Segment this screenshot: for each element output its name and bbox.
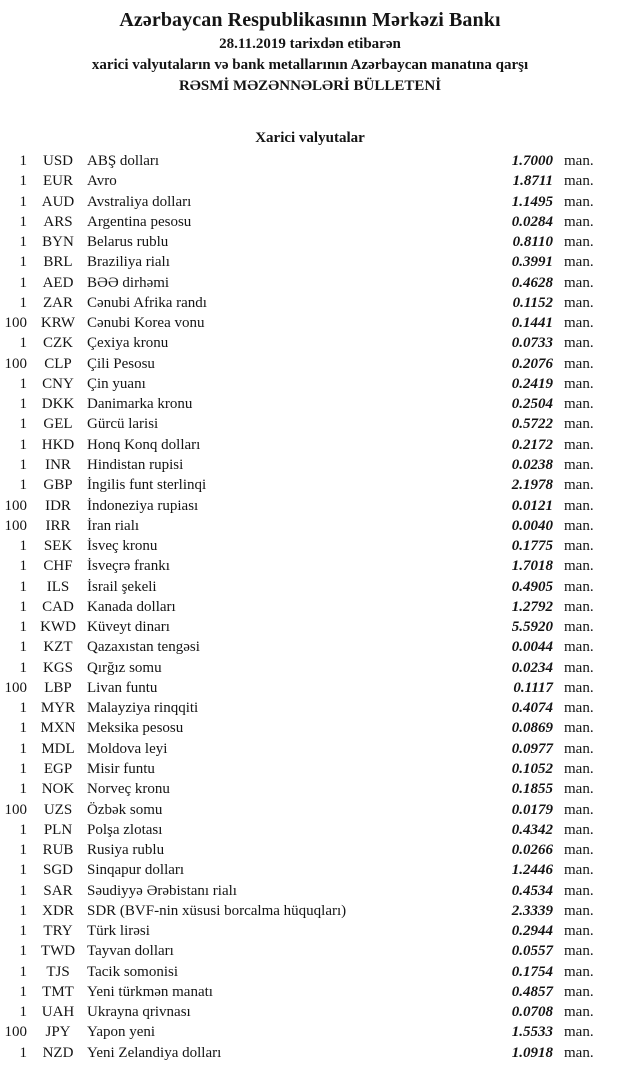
rate-value-cell: 0.2172 <box>511 436 553 453</box>
currency-code-cell: NOK <box>41 781 75 798</box>
currency-code-cell: MYR <box>40 700 76 717</box>
table-row <box>4 1043 598 1063</box>
currency-code-cell: BYN <box>42 234 74 251</box>
quantity-cell: 1 <box>19 639 27 656</box>
unit-cell: man. <box>564 173 594 190</box>
rate-value-cell: 0.1052 <box>511 760 553 777</box>
rate-value-cell: 1.7018 <box>511 558 553 575</box>
quantity-cell: 1 <box>19 598 27 615</box>
table-row <box>4 496 598 516</box>
unit-cell: man. <box>564 700 594 717</box>
quantity-cell: 1 <box>19 781 27 798</box>
currency-code-cell: USD <box>42 153 73 169</box>
rate-value-cell: 0.0977 <box>511 740 553 757</box>
quantity-cell: 1 <box>19 477 27 494</box>
table-row <box>4 617 598 637</box>
table-row <box>4 475 598 495</box>
unit-cell: man. <box>564 760 594 777</box>
quantity-cell: 100 <box>4 679 27 696</box>
unit-cell: man. <box>564 416 594 433</box>
rate-value-cell: 0.1117 <box>513 679 553 696</box>
currency-code-cell: TMT <box>42 983 74 1000</box>
currency-name-cell: Hindistan rupisi <box>87 456 184 473</box>
currency-name-cell: Yapon yeni <box>87 1024 156 1041</box>
quantity-cell: 100 <box>4 497 27 514</box>
subtitle-line: xarici valyutaların və bank metallarının Azərbaycan manatına qarşı <box>91 57 529 73</box>
currency-name-cell: Braziliya rialı <box>87 254 170 271</box>
quantity-cell: 1 <box>19 943 27 960</box>
currency-code-cell: KGS <box>42 659 73 676</box>
currency-code-cell: PLN <box>43 821 73 838</box>
unit-cell: man. <box>564 213 594 230</box>
currency-name-cell: Ukrayna qrivnası <box>87 1004 191 1021</box>
quantity-cell: 100 <box>4 315 27 332</box>
table-row <box>4 698 598 718</box>
unit-cell: man. <box>564 619 594 636</box>
quantity-cell: 1 <box>19 760 27 777</box>
unit-cell: man. <box>564 254 594 271</box>
currency-code-cell: RUB <box>42 842 74 859</box>
unit-cell: man. <box>564 720 594 737</box>
unit-cell: man. <box>564 1024 594 1041</box>
table-row <box>4 982 598 1002</box>
rate-value-cell: 0.1441 <box>511 315 553 332</box>
currency-name-cell: Kanada dolları <box>87 598 176 615</box>
quantity-cell: 1 <box>19 274 27 291</box>
currency-code-cell: CHF <box>43 558 73 575</box>
unit-cell: man. <box>564 477 594 494</box>
currency-code-cell: UAH <box>41 1004 75 1021</box>
quantity-cell: 100 <box>4 517 27 534</box>
currency-code-cell: GBP <box>43 477 73 494</box>
rate-value-cell: 0.1754 <box>511 963 553 980</box>
table-row <box>4 192 598 212</box>
currency-name-cell: SDR (BVF-nin xüsusi borcalma hüquqları) <box>87 902 347 919</box>
table-row <box>4 779 598 799</box>
currency-name-cell: Avstraliya dolları <box>87 193 192 210</box>
currency-name-cell: Livan funtu <box>87 679 158 696</box>
bank-title: Azərbaycan Respublikasının Mərkəzi Bankı <box>119 9 501 31</box>
currency-name-cell: Rusiya rublu <box>87 842 165 859</box>
unit-cell: man. <box>564 538 594 555</box>
quantity-cell: 100 <box>4 1024 27 1041</box>
table-row <box>4 252 598 272</box>
currency-code-cell: EUR <box>43 173 73 190</box>
rate-value-cell: 0.0121 <box>511 497 553 514</box>
unit-cell: man. <box>564 781 594 798</box>
effective-date-line: 28.11.2019 tarixdən etibarən <box>219 36 401 52</box>
table-row <box>4 860 598 880</box>
currency-name-cell: İngilis funt sterlinqi <box>87 477 207 494</box>
currency-code-cell: SGD <box>42 862 73 879</box>
currency-name-cell: Səudiyyə Ərəbistanı rialı <box>87 882 237 899</box>
currency-code-cell: KZT <box>43 639 73 656</box>
unit-cell: man. <box>564 497 594 514</box>
quantity-cell: 1 <box>19 923 27 940</box>
unit-cell: man. <box>564 274 594 291</box>
bulletin-header <box>0 7 620 97</box>
table-row <box>4 1002 598 1022</box>
table-row <box>4 293 598 313</box>
unit-cell: man. <box>564 943 594 960</box>
quantity-cell: 1 <box>19 335 27 352</box>
table-row <box>4 577 598 597</box>
currency-name-cell: Yeni Zelandiya dolları <box>87 1044 222 1061</box>
quantity-cell: 1 <box>19 294 27 311</box>
unit-cell: man. <box>564 355 594 372</box>
currency-name-cell: İndoneziya rupiası <box>87 497 199 514</box>
table-row <box>4 273 598 293</box>
rate-value-cell: 2.3339 <box>511 902 553 919</box>
quantity-cell: 100 <box>4 801 27 818</box>
quantity-cell: 1 <box>19 720 27 737</box>
currency-name-cell: Çin yuanı <box>87 375 146 392</box>
unit-cell: man. <box>564 294 594 311</box>
table-row <box>4 313 598 333</box>
currency-name-cell: ABŞ dolları <box>87 153 160 169</box>
rate-value-cell: 0.2076 <box>511 355 553 372</box>
rate-value-cell: 0.0284 <box>511 213 553 230</box>
currency-code-cell: UZS <box>43 801 73 818</box>
currency-name-cell: Tayvan dolları <box>87 943 174 960</box>
table-row <box>4 658 598 678</box>
rate-value-cell: 0.0557 <box>511 943 553 960</box>
rate-value-cell: 0.4857 <box>511 983 553 1000</box>
rate-value-cell: 0.4534 <box>511 882 553 899</box>
table-row <box>4 901 598 921</box>
currency-code-cell: SEK <box>43 538 73 555</box>
currency-code-cell: IRR <box>45 517 71 534</box>
currency-name-cell: Meksika pesosu <box>87 720 184 737</box>
table-row <box>4 435 598 455</box>
quantity-cell: 1 <box>19 740 27 757</box>
rates-table <box>0 151 620 1063</box>
quantity-cell: 1 <box>19 558 27 575</box>
quantity-cell: 1 <box>19 1044 27 1061</box>
unit-cell: man. <box>564 456 594 473</box>
rate-value-cell: 0.0234 <box>511 659 553 676</box>
currency-code-cell: JPY <box>45 1024 71 1041</box>
currency-name-cell: İsrail şekeli <box>87 578 157 595</box>
table-row <box>4 536 598 556</box>
currency-name-cell: Moldova leyi <box>87 740 168 757</box>
rate-value-cell: 0.8110 <box>512 234 553 251</box>
currency-name-cell: Misir funtu <box>87 760 155 777</box>
quantity-cell: 1 <box>19 983 27 1000</box>
currency-name-cell: Tacik somonisi <box>87 963 179 980</box>
table-row <box>4 840 598 860</box>
unit-cell: man. <box>564 517 594 534</box>
currency-name-cell: İsveç kronu <box>87 538 158 555</box>
rate-value-cell: 1.7000 <box>511 153 553 169</box>
rate-value-cell: 0.5722 <box>511 416 553 433</box>
currency-code-cell: LBP <box>44 679 72 696</box>
rate-value-cell: 5.5920 <box>511 619 553 636</box>
unit-cell: man. <box>564 882 594 899</box>
rate-value-cell: 0.0238 <box>511 456 553 473</box>
rate-value-cell: 0.0708 <box>511 1004 553 1021</box>
unit-cell: man. <box>564 598 594 615</box>
table-row <box>4 921 598 941</box>
table-row <box>4 739 598 759</box>
currency-code-cell: CZK <box>43 335 73 352</box>
currency-code-cell: NZD <box>42 1044 74 1061</box>
currency-name-cell: Özbək somu <box>87 801 163 818</box>
rate-value-cell: 0.0733 <box>511 335 553 352</box>
rate-value-cell: 0.2504 <box>511 396 553 413</box>
currency-name-cell: Danimarka kronu <box>87 396 193 413</box>
rate-value-cell: 1.0918 <box>511 1044 553 1061</box>
rate-value-cell: 0.0044 <box>511 639 553 656</box>
quantity-cell: 1 <box>19 659 27 676</box>
table-row <box>4 556 598 576</box>
currency-code-cell: BRL <box>43 254 73 271</box>
currency-code-cell: CNY <box>42 375 74 392</box>
table-row <box>4 637 598 657</box>
currency-code-cell: EGP <box>43 760 73 777</box>
currency-code-cell: SAR <box>43 882 73 899</box>
currency-name-cell: Malayziya rinqqiti <box>87 700 199 717</box>
rate-value-cell: 1.5533 <box>511 1024 553 1041</box>
table-row <box>4 962 598 982</box>
unit-cell: man. <box>564 1004 594 1021</box>
currency-code-cell: KWD <box>40 619 76 636</box>
table-row <box>4 455 598 475</box>
currency-name-cell: Gürcü larisi <box>87 416 159 433</box>
currency-code-cell: MXN <box>40 720 76 737</box>
unit-cell: man. <box>564 983 594 1000</box>
table-row <box>4 597 598 617</box>
rate-value-cell: 0.1855 <box>511 781 553 798</box>
currency-name-cell: Yeni türkmən manatı <box>87 983 213 1000</box>
bulletin-title: RƏSMİ MƏZƏNNƏLƏRİ BÜLLETENİ <box>178 78 442 94</box>
currency-name-cell: Sinqapur dolları <box>87 862 185 879</box>
currency-name-cell: Polşa zlotası <box>87 821 163 838</box>
quantity-cell: 1 <box>19 619 27 636</box>
unit-cell: man. <box>564 193 594 210</box>
rate-value-cell: 1.2792 <box>511 598 553 615</box>
currency-name-cell: Norveç kronu <box>87 781 170 798</box>
quantity-cell: 100 <box>4 355 27 372</box>
unit-cell: man. <box>564 902 594 919</box>
unit-cell: man. <box>564 153 594 169</box>
currency-name-cell: Çexiya kronu <box>87 335 169 352</box>
table-row <box>4 1022 598 1042</box>
unit-cell: man. <box>564 862 594 879</box>
currency-code-cell: ARS <box>43 213 73 230</box>
rate-value-cell: 0.0040 <box>511 517 553 534</box>
table-row <box>4 212 598 232</box>
currency-code-cell: MDL <box>41 740 75 757</box>
currency-name-cell: Cənubi Korea vonu <box>87 315 205 332</box>
unit-cell: man. <box>564 335 594 352</box>
unit-cell: man. <box>564 315 594 332</box>
table-row <box>4 800 598 820</box>
currency-name-cell: Qazaxıstan tengəsi <box>87 639 200 656</box>
rate-value-cell: 0.3991 <box>511 254 553 271</box>
table-row <box>4 718 598 738</box>
unit-cell: man. <box>564 639 594 656</box>
table-row <box>4 414 598 434</box>
quantity-cell: 1 <box>19 578 27 595</box>
currency-code-cell: AUD <box>41 193 75 210</box>
section-title-foreign-currencies: Xarici valyutalar <box>255 130 365 146</box>
quantity-cell: 1 <box>19 153 27 169</box>
currency-name-cell: Küveyt dinarı <box>87 619 170 636</box>
quantity-cell: 1 <box>19 416 27 433</box>
rate-value-cell: 0.4074 <box>511 700 553 717</box>
currency-code-cell: IDR <box>45 497 71 514</box>
currency-code-cell: CLP <box>44 355 72 372</box>
currency-name-cell: Honq Konq dolları <box>87 436 201 453</box>
table-row <box>4 941 598 961</box>
rate-value-cell: 1.1495 <box>511 193 553 210</box>
currency-code-cell: DKK <box>41 396 75 413</box>
quantity-cell: 1 <box>19 700 27 717</box>
rate-value-cell: 0.1152 <box>512 294 553 311</box>
unit-cell: man. <box>564 740 594 757</box>
unit-cell: man. <box>564 679 594 696</box>
currency-code-cell: AED <box>42 274 74 291</box>
currency-code-cell: CAD <box>42 598 74 615</box>
currency-name-cell: Türk lirəsi <box>87 923 150 940</box>
currency-code-cell: ZAR <box>43 294 73 311</box>
quantity-cell: 1 <box>19 234 27 251</box>
rate-value-cell: 0.0869 <box>511 720 553 737</box>
unit-cell: man. <box>564 801 594 818</box>
quantity-cell: 1 <box>19 375 27 392</box>
currency-name-cell: BƏƏ dirhəmi <box>87 274 170 291</box>
quantity-cell: 1 <box>19 254 27 271</box>
table-row <box>4 820 598 840</box>
unit-cell: man. <box>564 234 594 251</box>
unit-cell: man. <box>564 1044 594 1061</box>
quantity-cell: 1 <box>19 193 27 210</box>
table-row <box>4 881 598 901</box>
rate-value-cell: 0.4342 <box>511 821 553 838</box>
table-row <box>4 394 598 414</box>
quantity-cell: 1 <box>19 882 27 899</box>
currency-name-cell: Qırğız somu <box>87 659 162 676</box>
currency-code-cell: HKD <box>41 436 75 453</box>
unit-cell: man. <box>564 821 594 838</box>
currency-code-cell: ILS <box>46 578 70 595</box>
quantity-cell: 1 <box>19 902 27 919</box>
currency-code-cell: TRY <box>43 923 73 940</box>
table-row <box>4 759 598 779</box>
rate-value-cell: 0.4628 <box>511 274 553 291</box>
rate-value-cell: 2.1978 <box>511 477 553 494</box>
table-row <box>4 151 598 171</box>
rate-value-cell: 1.2446 <box>511 862 553 879</box>
currency-code-cell: INR <box>45 456 71 473</box>
unit-cell: man. <box>564 963 594 980</box>
rate-value-cell: 0.0179 <box>511 801 553 818</box>
currency-code-cell: XDR <box>42 902 74 919</box>
unit-cell: man. <box>564 436 594 453</box>
unit-cell: man. <box>564 923 594 940</box>
currency-code-cell: GEL <box>43 416 73 433</box>
quantity-cell: 1 <box>19 963 27 980</box>
rate-value-cell: 1.8711 <box>512 173 553 190</box>
table-row <box>4 354 598 374</box>
rate-value-cell: 0.1775 <box>511 538 553 555</box>
quantity-cell: 1 <box>19 862 27 879</box>
currency-name-cell: Argentina pesosu <box>87 213 192 230</box>
unit-cell: man. <box>564 659 594 676</box>
table-row <box>4 333 598 353</box>
unit-cell: man. <box>564 558 594 575</box>
currency-code-cell: TJS <box>46 963 70 980</box>
currency-name-cell: Çili Pesosu <box>87 355 155 372</box>
currency-name-cell: İran rialı <box>87 517 140 534</box>
unit-cell: man. <box>564 578 594 595</box>
quantity-cell: 1 <box>19 821 27 838</box>
rate-value-cell: 0.4905 <box>511 578 553 595</box>
table-row <box>4 374 598 394</box>
rate-value-cell: 0.2419 <box>511 375 553 392</box>
rate-value-cell: 0.0266 <box>511 842 553 859</box>
rate-value-cell: 0.2944 <box>511 923 553 940</box>
currency-name-cell: Avro <box>87 173 117 190</box>
unit-cell: man. <box>564 375 594 392</box>
currency-code-cell: TWD <box>40 943 76 960</box>
table-row <box>4 232 598 252</box>
currency-name-cell: Cənubi Afrika randı <box>87 294 207 311</box>
quantity-cell: 1 <box>19 538 27 555</box>
quantity-cell: 1 <box>19 213 27 230</box>
quantity-cell: 1 <box>19 396 27 413</box>
quantity-cell: 1 <box>19 456 27 473</box>
table-row <box>4 516 598 536</box>
quantity-cell: 1 <box>19 436 27 453</box>
table-row <box>4 678 598 698</box>
unit-cell: man. <box>564 842 594 859</box>
quantity-cell: 1 <box>19 1004 27 1021</box>
currency-code-cell: KRW <box>40 315 76 332</box>
currency-name-cell: İsveçrə frankı <box>87 558 170 575</box>
quantity-cell: 1 <box>19 842 27 859</box>
currency-name-cell: Belarus rublu <box>87 234 169 251</box>
unit-cell: man. <box>564 396 594 413</box>
quantity-cell: 1 <box>19 173 27 190</box>
table-row <box>4 171 598 191</box>
